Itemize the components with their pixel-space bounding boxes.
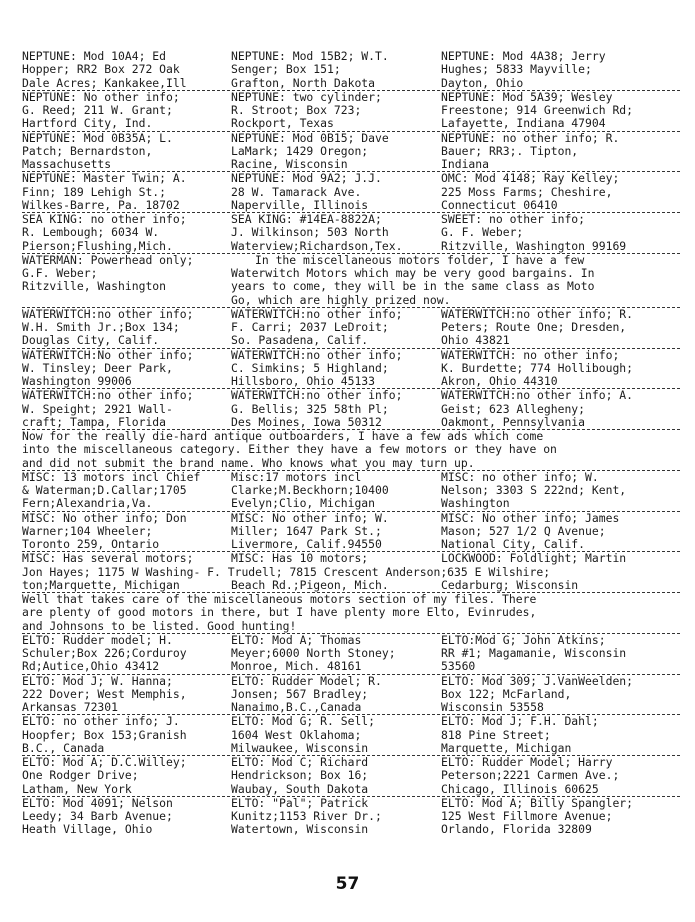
column-right-text: MISC: no other info; W. [441, 469, 599, 484]
column-middle-text: Evelyn;Clio, Michigan [231, 496, 376, 511]
text-line [22, 660, 680, 674]
column-right-text: Freestone; 914 Greenwich Rd; [441, 103, 634, 117]
column-left-text: WATERWITCH:no other info; [22, 306, 194, 321]
column-left-text: G. Reed; 211 W. Grant; [22, 103, 173, 117]
column-right-text: MISC: No other info; James [441, 510, 620, 525]
column-middle-text: ELTO: Rudder Model; R. [231, 673, 382, 688]
column-middle-text: Waterview;Richardson,Tex. [231, 238, 403, 253]
column-right-text: ELTO: Mod A; Billy Spangler; [441, 795, 634, 810]
column-right-text: National City, Calif. [441, 537, 586, 551]
column-middle-text: Miller; 1647 Park St.; [231, 523, 382, 538]
column-right-text: 225 Moss Farms; Cheshire, [441, 184, 613, 199]
column-middle-text: NEPTUNE: Mod 15B2; W.T. [231, 49, 389, 63]
column-right-text: Washington [441, 496, 510, 511]
text-line [22, 267, 680, 280]
column-right-text: SWEET: no other info; [441, 212, 586, 226]
column-left-text: are plenty of good motors in there, but I have plenty more Elto, Evinrudes, [22, 605, 537, 620]
column-left-text: WATERWITCH:no other info; [22, 388, 194, 403]
column-middle-text: Clarke;M.Beckhorn;10400 [231, 483, 389, 497]
column-middle-text: MISC: Has 10 motors; [231, 551, 369, 566]
column-right-text: ELTO: Mod J; F.H. Dahl; [441, 714, 599, 729]
column-right-text: Connecticut 06410 [441, 197, 558, 212]
column-right-text: Hughes; 5833 Mayville; [441, 62, 592, 77]
column-right-text: Peters; Route One; Dresden, [441, 320, 627, 334]
column-right-text: LOCKWOOD: Foldlight; Martin [441, 551, 627, 566]
column-middle-text: Jonsen; 567 Bradley; [231, 686, 369, 701]
column-middle-text: NEPTUNE: two cylinder; [231, 89, 382, 104]
text-line [22, 538, 680, 552]
column-right-text: ELTO: Mod 309; J.VanWeelden; [441, 673, 634, 688]
text-line [22, 104, 680, 117]
column-middle-text: Racine, Wisconsin [231, 157, 348, 171]
text-line [22, 145, 680, 158]
text-line [22, 606, 680, 619]
column-middle-text: Des Moines, Iowa 50312 [231, 414, 382, 429]
column-right-text: Dayton, Ohio [441, 75, 524, 90]
column-middle-text: ELTO: Mod G; R. Sell; [231, 714, 376, 729]
column-middle-text: Rockport, Texas [231, 116, 334, 131]
text-line [22, 389, 680, 402]
text-line [22, 294, 680, 308]
column-middle-text: Naperville, Illinois [231, 197, 369, 212]
column-left-text: Douglas City, Calif. [22, 333, 160, 348]
column-right-text: NEPTUNE: no other info; R. [441, 130, 620, 145]
column-right-text: Lafayette, Indiana 47904 [441, 116, 606, 131]
column-left-text: NEPTUNE: No other info; [22, 89, 180, 104]
column-left-text: Jon Hayes; 1175 W Washing- F. Trudell; 7815 Crescent Anderson;635 E Wilshire; [22, 564, 551, 579]
column-right-text: Box 122; McFarland, [441, 686, 572, 701]
column-left-text: craft; Tampa, Florida [22, 414, 167, 429]
text-line [22, 457, 680, 471]
text-line [22, 334, 680, 348]
column-middle-text: LaMark; 1429 Oregon; [231, 143, 369, 158]
text-line [22, 158, 680, 172]
column-left-text: Patch; Bernardston, [22, 143, 153, 158]
column-middle-text: NEPTUNE: Mod 0B15; Dave [231, 130, 389, 145]
column-right-text: ELTO:Mod G; John Atkins; [441, 632, 606, 647]
column-left-text: Well that takes care of the miscellaneous motors section of my files. There [22, 592, 537, 606]
text-line [22, 701, 680, 715]
column-left-text: Fern;Alexandria,Va. [22, 496, 153, 511]
column-right-text: ELTO: Rudder Model; Harry [441, 755, 613, 769]
column-middle-text: J. Wilkinson; 503 North [231, 225, 389, 240]
column-right-text: WATERWITCH:no other info; A. [441, 388, 634, 403]
column-right-text: Indiana [441, 157, 490, 171]
column-middle-text: Waubay, South Dakota [231, 781, 369, 796]
column-left-text: WATERWITCH:No other info; [22, 347, 194, 362]
column-middle-text: MISC: No other info; W. [231, 510, 389, 525]
column-left-text: MISC: Has several motors; [22, 551, 194, 566]
column-right-text: 818 Pine Street; [441, 727, 551, 742]
column-middle-text: Beach Rd.;Pigeon, Mich. [231, 577, 389, 592]
column-middle-text: Go, which are highly prized now. [231, 292, 451, 307]
text-line [22, 240, 680, 254]
column-left-text: ton;Marquette, Michigan [22, 577, 180, 592]
text-line [22, 349, 680, 362]
column-middle-text: Hillsboro, Ohio 45133 [231, 374, 376, 388]
column-left-text: W.H. Smith Jr.;Box 134; [22, 320, 180, 334]
text-line [22, 117, 680, 131]
column-middle-text: Hendrickson; Box 16; [231, 768, 369, 783]
text-line [22, 308, 680, 321]
column-right-text: K. Burdette; 774 Hollibough; [441, 360, 634, 375]
column-left-text: ELTO: Rudder model; H. [22, 632, 173, 647]
text-line [22, 484, 680, 497]
column-middle-text: NEPTUNE: Mod 9A2; J.J. [231, 171, 382, 186]
text-line [22, 362, 680, 375]
text-line [22, 497, 680, 511]
text-line [22, 50, 680, 63]
column-middle-text: Monroe, Mich. 48161 [231, 659, 362, 674]
column-right-text: Bauer; RR3;. Tipton, [441, 143, 579, 158]
column-left-text: Now for the really die-hard antique outboarders, I have a few ads which come [22, 429, 544, 443]
column-right-text: OMC: Mod 4148; Ray Kelley; [441, 171, 620, 186]
text-line [22, 172, 680, 185]
column-left-text: W. Speight; 2921 Wall- [22, 401, 173, 416]
page-number: 57 [335, 874, 360, 894]
column-left-text: B.C., Canada [22, 740, 105, 755]
column-middle-text: years to come, they will be in the same class as Moto [231, 279, 595, 294]
column-right-text: Ohio 43821 [441, 333, 510, 348]
text-line [22, 430, 680, 443]
column-left-text: ELTO: no other info; J. [22, 714, 180, 729]
column-left-text: Toronto 259, Ontario [22, 537, 160, 551]
text-line [22, 512, 680, 525]
column-left-text: Schuler;Box 226;Corduroy [22, 646, 187, 660]
classified-ads-listing [22, 50, 680, 837]
column-right-text: Orlando, Florida 32809 [441, 822, 592, 837]
column-middle-text: Kunitz;1153 River Dr.; [231, 809, 382, 823]
text-line [22, 756, 680, 769]
column-middle-text: WATERWITCH:no other info; [231, 347, 403, 362]
column-left-text: Rd;Autice,Ohio 43412 [22, 659, 160, 674]
column-left-text: NEPTUNE: Mod 0B35A; L. [22, 130, 173, 145]
text-line [22, 443, 680, 456]
column-middle-text: R. Stroot; Box 723; [231, 103, 362, 117]
column-middle-text: F. Carri; 2037 LeDroit; [231, 320, 389, 334]
column-middle-text: Meyer;6000 North Stoney; [231, 646, 396, 660]
text-line [22, 91, 680, 104]
column-middle-text: Milwaukee, Wisconsin [231, 740, 369, 755]
text-line [22, 783, 680, 797]
text-line [22, 403, 680, 416]
text-line [22, 321, 680, 334]
text-line [22, 254, 680, 267]
column-left-text: Latham, New York [22, 781, 132, 796]
column-right-text: Wisconsin 53558 [441, 700, 544, 714]
column-left-text: ELTO: Mod J; W. Hanna; [22, 673, 173, 688]
text-line [22, 742, 680, 756]
column-left-text: G.F. Weber; [22, 266, 98, 280]
column-left-text: into the miscellaneous category. Either they have a few motors or they have on [22, 442, 557, 457]
column-right-text: Oakmont, Pennsylvania [441, 414, 586, 429]
column-left-text: & Waterman;D.Callar;1705 [22, 483, 187, 497]
text-line [22, 226, 680, 239]
column-middle-text: Livermore, Calif.94550 [231, 537, 382, 551]
column-left-text: Leedy; 34 Barb Avenue; [22, 809, 173, 823]
column-middle-text: Nanaimo,B.C.,Canada [231, 700, 362, 714]
column-left-text: Wilkes-Barre, Pa. 18702 [22, 197, 180, 212]
text-line [22, 471, 680, 484]
column-left-text: Pierson;Flushing,Mich. [22, 238, 173, 253]
text-line [22, 566, 680, 579]
column-right-text: 125 West Fillmore Avenue; [441, 809, 613, 823]
text-line [22, 552, 680, 565]
column-middle-text: Senger; Box 151; [231, 62, 341, 77]
column-middle-text: Watertown, Wisconsin [231, 822, 369, 837]
text-line [22, 213, 680, 226]
column-left-text: WATERMAN: Powerhead only; [22, 252, 194, 267]
text-line [22, 620, 680, 634]
text-line [22, 416, 680, 430]
column-middle-text: So. Pasadena, Calif. [231, 333, 369, 348]
text-line [22, 280, 680, 293]
column-right-text: Mason; 527 1/2 Q Avenue; [441, 523, 606, 538]
column-middle-text: Waterwitch Motors which may be very good bargains. In [231, 266, 595, 280]
column-left-text: Dale Acres; Kankakee,Ill [22, 75, 187, 90]
column-right-text: Nelson; 3303 S 222nd; Kent, [441, 483, 627, 497]
column-right-text: RR #1; Magamanie, Wisconsin [441, 646, 627, 660]
column-left-text: Heath Village, Ohio [22, 822, 153, 837]
column-middle-text: 1604 West Oklahoma; [231, 727, 362, 742]
column-right-text: Akron, Ohio 44310 [441, 374, 558, 388]
text-line [22, 797, 680, 810]
text-line [22, 132, 680, 145]
text-line [22, 769, 680, 782]
column-middle-text: Misc:17 motors incl [231, 469, 362, 484]
column-middle-text: G. Bellis; 325 58th Pl; [231, 401, 389, 416]
text-line [22, 579, 680, 593]
column-left-text: Arkansas 72301 [22, 700, 119, 714]
column-left-text: Washington 99006 [22, 374, 132, 388]
text-line [22, 77, 680, 91]
column-right-text: Ritzville, Washington 99169 [441, 238, 627, 253]
column-middle-text: SEA KING: #14EA-8822A; [231, 212, 382, 226]
column-middle-text: Grafton, North Dakota [231, 75, 376, 90]
column-middle-text: ELTO: Mod C; Richard [231, 755, 369, 769]
column-right-text: NEPTUNE: Mod 5A39; Wesley [441, 89, 613, 104]
text-line [22, 375, 680, 389]
column-left-text: SEA KING: no other info; [22, 212, 187, 226]
column-middle-text: C. Simkins; 5 Highland; [231, 360, 389, 375]
text-line [22, 186, 680, 199]
column-left-text: 222 Dover; West Memphis, [22, 686, 187, 701]
text-line [22, 675, 680, 688]
column-left-text: Hopper; RR2 Box 272 Oak [22, 62, 180, 77]
text-line [22, 810, 680, 823]
column-left-text: NEPTUNE: Mod 10A4; Ed [22, 49, 167, 63]
text-line [22, 593, 680, 606]
column-left-text: MISC: No other info; Don [22, 510, 187, 525]
column-left-text: ELTO: Mod A; D.C.Willey; [22, 755, 187, 769]
column-left-text: Hartford City, Ind. [22, 116, 153, 131]
text-line [22, 729, 680, 742]
column-right-text: 53560 [441, 659, 476, 674]
column-right-text: G. F. Weber; [441, 225, 524, 240]
column-middle-text: ELTO: Mod A; Thomas [231, 632, 362, 647]
column-left-text: ELTO: Mod 4091; Nelson [22, 795, 173, 810]
column-right-text: Marquette, Michigan [441, 740, 572, 755]
column-right-text: NEPTUNE: Mod 4A38; Jerry [441, 49, 606, 63]
column-left-text: Warner;104 Wheeler; [22, 523, 153, 538]
column-left-text: Finn; 189 Lehigh St.; [22, 184, 167, 199]
column-right-text: WATERWITCH:no other info; R. [441, 306, 634, 321]
column-left-text: R. Lembough; 6034 W. [22, 225, 160, 240]
text-line [22, 63, 680, 76]
text-line [22, 647, 680, 660]
text-line [22, 525, 680, 538]
column-right-text: WATERWITCH: no other info; [441, 347, 620, 362]
column-left-text: Massachusetts [22, 157, 112, 171]
column-left-text: and Johnsons to be listed. Good hunting! [22, 618, 297, 633]
column-left-text: and did not submit the brand name. Who knows what you may turn up. [22, 455, 475, 470]
text-line [22, 688, 680, 701]
column-left-text: W. Tinsley; Deer Park, [22, 360, 173, 375]
column-left-text: One Rodger Drive; [22, 768, 139, 783]
column-middle-text: 28 W. Tamarack Ave. [231, 184, 362, 199]
text-line [22, 715, 680, 728]
column-middle-text: WATERWITCH:no other info; [231, 306, 403, 321]
column-left-text: Hoopfer; Box 153;Granish [22, 727, 187, 742]
column-middle-text: WATERWITCH:no other info; [231, 388, 403, 403]
column-middle-text: In the miscellaneous motors folder, I have a few [255, 252, 585, 267]
text-line [22, 634, 680, 647]
column-left-text: MISC: 13 motors incl Chief [22, 469, 201, 484]
column-right-text: Chicago, Illinois 60625 [441, 781, 599, 796]
column-right-text: Cedarburg; Wisconsin [441, 577, 579, 592]
column-left-text: Ritzville, Washington [22, 279, 167, 294]
column-middle-text: ELTO: "Pal"; Patrick [231, 795, 369, 810]
column-right-text: Geist; 623 Allegheny; [441, 401, 586, 416]
text-line [22, 823, 680, 836]
text-line [22, 199, 680, 213]
column-left-text: NEPTUNE: Master Twin; A. [22, 171, 187, 186]
column-right-text: Peterson;2221 Carmen Ave.; [441, 768, 620, 783]
